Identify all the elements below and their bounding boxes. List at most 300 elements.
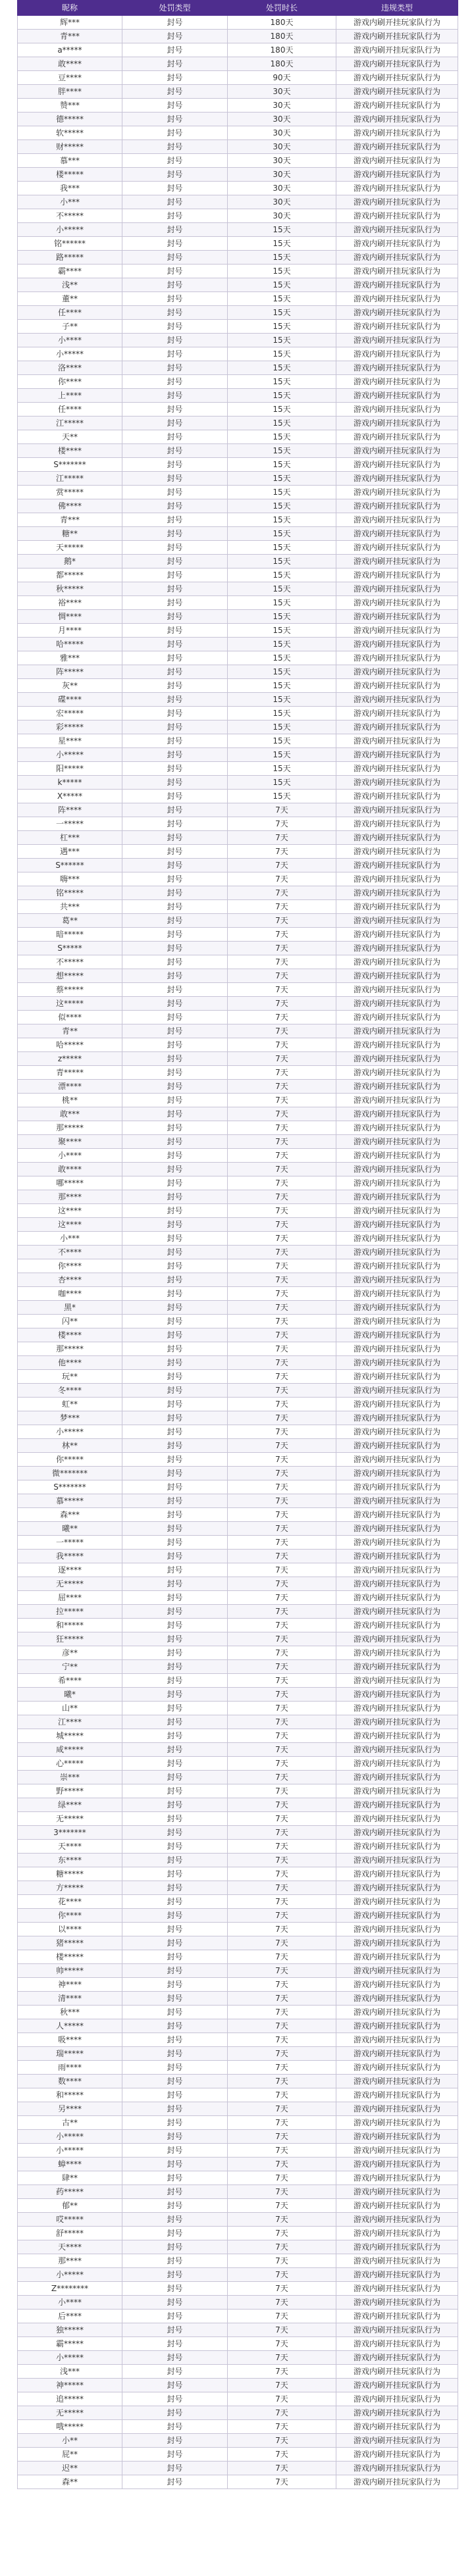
cell-punish-duration: 7天 — [228, 1425, 336, 1439]
cell-nickname: S******* — [18, 458, 122, 472]
cell-punish-type: 封号 — [122, 527, 228, 541]
cell-nickname: 哎***** — [18, 2213, 122, 2227]
cell-punish-duration: 7天 — [228, 1688, 336, 1702]
cell-punish-type: 封号 — [122, 361, 228, 375]
table-row — [18, 969, 458, 983]
cell-punish-type: 封号 — [122, 168, 228, 182]
cell-punish-duration: 15天 — [228, 734, 336, 748]
cell-punish-type: 封号 — [122, 1840, 228, 1854]
table-row — [18, 2075, 458, 2088]
table-row — [18, 748, 458, 762]
cell-violation-type: 游戏内刷开挂玩家队行为 — [336, 499, 458, 513]
cell-violation-type: 游戏内刷开挂玩家队行为 — [336, 513, 458, 527]
cell-punish-type: 封号 — [122, 803, 228, 817]
cell-violation-type: 游戏内刷开挂玩家队行为 — [336, 1895, 458, 1909]
cell-punish-duration: 7天 — [228, 1315, 336, 1328]
cell-punish-duration: 7天 — [228, 1771, 336, 1784]
cell-punish-type: 封号 — [122, 762, 228, 776]
cell-violation-type: 游戏内刷开挂玩家队行为 — [336, 2379, 458, 2392]
cell-punish-type: 封号 — [122, 1370, 228, 1384]
cell-violation-type: 游戏内刷开挂玩家队行为 — [336, 969, 458, 983]
cell-violation-type: 游戏内刷开挂玩家队行为 — [336, 486, 458, 499]
cell-nickname: 不**** — [18, 1246, 122, 1259]
cell-nickname: 宁** — [18, 1660, 122, 1674]
cell-punish-duration: 7天 — [228, 1080, 336, 1094]
cell-violation-type: 游戏内刷开挂玩家队行为 — [336, 2392, 458, 2406]
cell-punish-type: 封号 — [122, 182, 228, 195]
cell-punish-duration: 7天 — [228, 900, 336, 914]
cell-nickname: 我*** — [18, 182, 122, 195]
table-row — [18, 2379, 458, 2392]
cell-nickname: 青** — [18, 1024, 122, 1038]
table-row — [18, 1757, 458, 1771]
cell-violation-type: 游戏内刷开挂玩家队行为 — [336, 1743, 458, 1757]
table-row — [18, 914, 458, 928]
cell-violation-type: 游戏内刷开挂玩家队行为 — [336, 942, 458, 955]
cell-nickname: 冬**** — [18, 1384, 122, 1398]
cell-nickname: 楼***** — [18, 168, 122, 182]
cell-violation-type: 游戏内刷开挂玩家队行为 — [336, 2254, 458, 2268]
cell-punish-type: 封号 — [122, 389, 228, 403]
table-row — [18, 1550, 458, 1563]
cell-punish-duration: 7天 — [228, 2213, 336, 2227]
cell-violation-type: 游戏内刷开挂玩家队行为 — [336, 1425, 458, 1439]
table-row — [18, 707, 458, 720]
table-header — [18, 1, 458, 16]
table-body — [18, 16, 458, 2489]
cell-nickname: 不***** — [18, 955, 122, 969]
cell-punish-duration: 7天 — [228, 1563, 336, 1577]
cell-violation-type: 游戏内刷开挂玩家队行为 — [336, 168, 458, 182]
cell-nickname: 帅***** — [18, 1964, 122, 1978]
cell-nickname: 杠*** — [18, 831, 122, 845]
cell-violation-type: 游戏内刷开挂玩家队行为 — [336, 955, 458, 969]
cell-violation-type: 游戏内刷开挂玩家队行为 — [336, 1480, 458, 1494]
table-row — [18, 1011, 458, 1024]
cell-violation-type: 游戏内刷开挂玩家队行为 — [336, 430, 458, 444]
cell-punish-duration: 7天 — [228, 2379, 336, 2392]
cell-punish-duration: 7天 — [228, 1798, 336, 1812]
table-row — [18, 665, 458, 679]
cell-punish-duration: 7天 — [228, 1964, 336, 1978]
cell-punish-duration: 7天 — [228, 1494, 336, 1508]
cell-violation-type: 游戏内刷开挂玩家队行为 — [336, 2448, 458, 2462]
cell-punish-duration: 7天 — [228, 1909, 336, 1923]
cell-nickname: 江***** — [18, 417, 122, 430]
cell-nickname: 山** — [18, 1702, 122, 1715]
cell-punish-type: 封号 — [122, 1287, 228, 1301]
cell-punish-duration: 30天 — [228, 195, 336, 209]
cell-nickname: 哦***** — [18, 2420, 122, 2434]
table-row — [18, 2351, 458, 2365]
cell-violation-type: 游戏内刷开挂玩家队行为 — [336, 417, 458, 430]
cell-nickname: 遇*** — [18, 845, 122, 859]
table-row — [18, 1867, 458, 1881]
cell-punish-type: 封号 — [122, 1080, 228, 1094]
table-row — [18, 1107, 458, 1121]
cell-punish-duration: 15天 — [228, 748, 336, 762]
cell-punish-duration: 7天 — [228, 886, 336, 900]
cell-punish-duration: 7天 — [228, 1619, 336, 1632]
cell-punish-type: 封号 — [122, 1536, 228, 1550]
cell-nickname: 这**** — [18, 1204, 122, 1218]
cell-nickname: 心***** — [18, 1757, 122, 1771]
cell-nickname: 古** — [18, 2116, 122, 2130]
cell-punish-duration: 7天 — [228, 1674, 336, 1688]
cell-nickname: 无***** — [18, 1577, 122, 1591]
cell-punish-type: 封号 — [122, 1411, 228, 1425]
table-row — [18, 472, 458, 486]
cell-punish-type: 封号 — [122, 2116, 228, 2130]
table-row — [18, 1273, 458, 1287]
cell-punish-type: 封号 — [122, 2240, 228, 2254]
cell-punish-type: 封号 — [122, 1743, 228, 1757]
cell-punish-type: 封号 — [122, 223, 228, 237]
cell-punish-duration: 15天 — [228, 486, 336, 499]
cell-punish-type: 封号 — [122, 2337, 228, 2351]
cell-violation-type: 游戏内刷开挂玩家队行为 — [336, 555, 458, 568]
cell-punish-duration: 7天 — [228, 1246, 336, 1259]
cell-nickname: 数**** — [18, 2075, 122, 2088]
cell-punish-duration: 7天 — [228, 2448, 336, 2462]
cell-violation-type: 游戏内刷开挂玩家队行为 — [336, 472, 458, 486]
table-row — [18, 831, 458, 845]
table-row — [18, 2323, 458, 2337]
cell-punish-type: 封号 — [122, 472, 228, 486]
cell-nickname: 郁** — [18, 2199, 122, 2213]
cell-nickname: 肆** — [18, 2171, 122, 2185]
cell-punish-duration: 15天 — [228, 320, 336, 334]
cell-violation-type: 游戏内刷开挂玩家队行为 — [336, 30, 458, 43]
cell-punish-duration: 7天 — [228, 2351, 336, 2365]
cell-violation-type: 游戏内刷开挂玩家队行为 — [336, 1398, 458, 1411]
table-row — [18, 1563, 458, 1577]
cell-nickname: 霸**** — [18, 265, 122, 278]
cell-nickname: 胖**** — [18, 85, 122, 99]
cell-violation-type: 游戏内刷开挂玩家队行为 — [336, 624, 458, 638]
cell-nickname: 哈***** — [18, 1038, 122, 1052]
cell-punish-type: 封号 — [122, 1052, 228, 1066]
cell-punish-duration: 7天 — [228, 1259, 336, 1273]
cell-punish-duration: 7天 — [228, 2310, 336, 2323]
cell-violation-type: 游戏内刷开挂玩家队行为 — [336, 1411, 458, 1425]
table-row — [18, 347, 458, 361]
cell-violation-type: 游戏内刷开挂玩家队行为 — [336, 2351, 458, 2365]
cell-nickname: 小***** — [18, 2351, 122, 2365]
table-row — [18, 651, 458, 665]
cell-punish-duration: 7天 — [228, 2033, 336, 2047]
cell-punish-type: 封号 — [122, 1646, 228, 1660]
cell-nickname: k***** — [18, 776, 122, 790]
cell-nickname: 拉***** — [18, 1605, 122, 1619]
table-row — [18, 182, 458, 195]
cell-punish-duration: 30天 — [228, 140, 336, 154]
cell-punish-duration: 15天 — [228, 251, 336, 265]
cell-violation-type: 游戏内刷开挂玩家队行为 — [336, 1218, 458, 1232]
cell-nickname: 咸***** — [18, 1743, 122, 1757]
cell-violation-type: 游戏内刷开挂玩家队行为 — [336, 983, 458, 997]
cell-punish-type: 封号 — [122, 209, 228, 223]
cell-punish-type: 封号 — [122, 1121, 228, 1135]
cell-punish-type: 封号 — [122, 1674, 228, 1688]
table-row — [18, 1936, 458, 1950]
cell-violation-type: 游戏内刷开挂玩家队行为 — [336, 182, 458, 195]
cell-nickname: 猪***** — [18, 1936, 122, 1950]
table-row — [18, 2268, 458, 2282]
cell-punish-type: 封号 — [122, 1950, 228, 1964]
cell-nickname: 神**** — [18, 1978, 122, 1992]
cell-punish-duration: 7天 — [228, 1107, 336, 1121]
cell-violation-type: 游戏内刷开挂玩家队行为 — [336, 2171, 458, 2185]
cell-violation-type: 游戏内刷开挂玩家队行为 — [336, 1550, 458, 1563]
cell-punish-type: 封号 — [122, 1619, 228, 1632]
table-row — [18, 113, 458, 126]
cell-violation-type: 游戏内刷开挂玩家队行为 — [336, 1190, 458, 1204]
cell-nickname: S******* — [18, 1480, 122, 1494]
cell-violation-type: 游戏内刷开挂玩家队行为 — [336, 665, 458, 679]
cell-punish-duration: 7天 — [228, 1536, 336, 1550]
table-row — [18, 1024, 458, 1038]
cell-punish-duration: 7天 — [228, 2116, 336, 2130]
cell-nickname: 雅*** — [18, 651, 122, 665]
cell-punish-type: 封号 — [122, 513, 228, 527]
cell-punish-type: 封号 — [122, 1784, 228, 1798]
cell-punish-duration: 7天 — [228, 2075, 336, 2088]
cell-punish-duration: 15天 — [228, 790, 336, 803]
cell-nickname: 天**** — [18, 1840, 122, 1854]
cell-violation-type: 游戏内刷开挂玩家队行为 — [336, 1384, 458, 1398]
cell-punish-duration: 7天 — [228, 2406, 336, 2420]
table-row — [18, 499, 458, 513]
cell-punish-duration: 7天 — [228, 2475, 336, 2489]
cell-punish-duration: 7天 — [228, 997, 336, 1011]
cell-punish-duration: 15天 — [228, 693, 336, 707]
table-row — [18, 85, 458, 99]
cell-nickname: 神***** — [18, 2379, 122, 2392]
cell-punish-duration: 7天 — [228, 969, 336, 983]
cell-nickname: 青*** — [18, 30, 122, 43]
table-row — [18, 693, 458, 707]
cell-violation-type: 游戏内刷开挂玩家队行为 — [336, 1563, 458, 1577]
cell-violation-type: 游戏内刷开挂玩家队行为 — [336, 2310, 458, 2323]
cell-punish-type: 封号 — [122, 1259, 228, 1273]
cell-punish-duration: 7天 — [228, 1992, 336, 2006]
cell-punish-duration: 7天 — [228, 1094, 336, 1107]
cell-punish-duration: 7天 — [228, 1121, 336, 1135]
cell-punish-type: 封号 — [122, 126, 228, 140]
cell-punish-duration: 180天 — [228, 30, 336, 43]
cell-nickname: 糖** — [18, 527, 122, 541]
cell-nickname: 楼**** — [18, 1328, 122, 1342]
cell-punish-type: 封号 — [122, 1605, 228, 1619]
cell-nickname: 瑞***** — [18, 2047, 122, 2061]
cell-nickname: 逐**** — [18, 1563, 122, 1577]
cell-nickname: 闪** — [18, 1315, 122, 1328]
cell-violation-type: 游戏内刷开挂玩家队行为 — [336, 1494, 458, 1508]
table-row — [18, 2130, 458, 2144]
cell-violation-type: 游戏内刷开挂玩家队行为 — [336, 1757, 458, 1771]
cell-violation-type: 游戏内刷开挂玩家队行为 — [336, 1176, 458, 1190]
cell-violation-type: 游戏内刷开挂玩家队行为 — [336, 1867, 458, 1881]
table-row — [18, 1480, 458, 1494]
cell-nickname: 上**** — [18, 389, 122, 403]
cell-nickname: 小***** — [18, 2130, 122, 2144]
cell-punish-type: 封号 — [122, 1315, 228, 1328]
cell-violation-type: 游戏内刷开挂玩家队行为 — [336, 790, 458, 803]
cell-punish-type: 封号 — [122, 2102, 228, 2116]
table-row — [18, 43, 458, 57]
table-row — [18, 1577, 458, 1591]
cell-nickname: 小** — [18, 2434, 122, 2448]
table-row — [18, 845, 458, 859]
cell-nickname: 鹅* — [18, 555, 122, 568]
cell-nickname: 另**** — [18, 2102, 122, 2116]
table-row — [18, 1439, 458, 1453]
cell-punish-duration: 7天 — [228, 1950, 336, 1964]
table-row — [18, 237, 458, 251]
cell-violation-type: 游戏内刷开挂玩家队行为 — [336, 99, 458, 113]
cell-violation-type: 游戏内刷开挂玩家队行为 — [336, 914, 458, 928]
cell-punish-type: 封号 — [122, 99, 228, 113]
cell-punish-type: 封号 — [122, 403, 228, 417]
cell-punish-duration: 15天 — [228, 347, 336, 361]
cell-violation-type: 游戏内刷开挂玩家队行为 — [336, 817, 458, 831]
cell-nickname: 小**** — [18, 2296, 122, 2310]
cell-punish-duration: 30天 — [228, 182, 336, 195]
cell-nickname: 小***** — [18, 223, 122, 237]
cell-violation-type: 游戏内刷开挂玩家队行为 — [336, 1370, 458, 1384]
cell-nickname: 彦** — [18, 1646, 122, 1660]
cell-punish-duration: 7天 — [228, 831, 336, 845]
cell-punish-duration: 15天 — [228, 389, 336, 403]
table-row — [18, 99, 458, 113]
cell-violation-type: 游戏内刷开挂玩家队行为 — [336, 1011, 458, 1024]
cell-nickname: 那***** — [18, 1121, 122, 1135]
cell-nickname: 赏***** — [18, 486, 122, 499]
cell-violation-type: 游戏内刷开挂玩家队行为 — [336, 1467, 458, 1480]
table-row — [18, 1536, 458, 1550]
cell-violation-type: 游戏内刷开挂玩家队行为 — [336, 1688, 458, 1702]
cell-violation-type: 游戏内刷开挂玩家队行为 — [336, 278, 458, 292]
cell-punish-type: 封号 — [122, 1384, 228, 1398]
cell-violation-type: 游戏内刷开挂玩家队行为 — [336, 776, 458, 790]
cell-violation-type: 游戏内刷开挂玩家队行为 — [336, 2033, 458, 2047]
cell-punish-type: 封号 — [122, 306, 228, 320]
cell-punish-duration: 15天 — [228, 665, 336, 679]
cell-violation-type: 游戏内刷开挂玩家队行为 — [336, 2434, 458, 2448]
cell-punish-type: 封号 — [122, 624, 228, 638]
cell-punish-type: 封号 — [122, 30, 228, 43]
table-row — [18, 2282, 458, 2296]
cell-nickname: 青*** — [18, 513, 122, 527]
cell-punish-duration: 7天 — [228, 2296, 336, 2310]
cell-punish-type: 封号 — [122, 1232, 228, 1246]
cell-punish-duration: 180天 — [228, 57, 336, 71]
cell-punish-type: 封号 — [122, 1356, 228, 1370]
table-row — [18, 817, 458, 831]
cell-nickname: 财***** — [18, 140, 122, 154]
cell-punish-duration: 15天 — [228, 430, 336, 444]
cell-violation-type: 游戏内刷开挂玩家队行为 — [336, 140, 458, 154]
table-row — [18, 1398, 458, 1411]
cell-punish-duration: 7天 — [228, 1840, 336, 1854]
cell-violation-type: 游戏内刷开挂玩家队行为 — [336, 1522, 458, 1536]
table-row — [18, 1826, 458, 1840]
cell-violation-type: 游戏内刷开挂玩家队行为 — [336, 582, 458, 596]
cell-punish-type: 封号 — [122, 776, 228, 790]
table-row — [18, 720, 458, 734]
table-row — [18, 2296, 458, 2310]
cell-violation-type: 游戏内刷开挂玩家队行为 — [336, 1080, 458, 1094]
cell-punish-type: 封号 — [122, 541, 228, 555]
cell-nickname: 以**** — [18, 1923, 122, 1936]
cell-violation-type: 游戏内刷开挂玩家队行为 — [336, 1771, 458, 1784]
cell-nickname: 梦*** — [18, 1411, 122, 1425]
cell-nickname: 慕***** — [18, 1494, 122, 1508]
cell-violation-type: 游戏内刷开挂玩家队行为 — [336, 734, 458, 748]
cell-punish-type: 封号 — [122, 1149, 228, 1163]
cell-punish-duration: 7天 — [228, 1854, 336, 1867]
cell-nickname: X***** — [18, 790, 122, 803]
cell-nickname: 豆**** — [18, 71, 122, 85]
cell-punish-duration: 7天 — [228, 1895, 336, 1909]
cell-punish-type: 封号 — [122, 1439, 228, 1453]
cell-nickname: 黑* — [18, 1301, 122, 1315]
cell-nickname: 希**** — [18, 1674, 122, 1688]
cell-punish-type: 封号 — [122, 720, 228, 734]
cell-punish-type: 封号 — [122, 2475, 228, 2489]
cell-punish-type: 封号 — [122, 195, 228, 209]
cell-punish-type: 封号 — [122, 1425, 228, 1439]
cell-punish-duration: 15天 — [228, 375, 336, 389]
table-row — [18, 1881, 458, 1895]
cell-punish-duration: 7天 — [228, 1411, 336, 1425]
cell-punish-duration: 7天 — [228, 2323, 336, 2337]
table-row — [18, 1384, 458, 1398]
cell-nickname: 似**** — [18, 1011, 122, 1024]
cell-violation-type: 游戏内刷开挂玩家队行为 — [336, 195, 458, 209]
cell-punish-duration: 7天 — [228, 2462, 336, 2475]
cell-violation-type: 游戏内刷开挂玩家队行为 — [336, 1287, 458, 1301]
cell-punish-type: 封号 — [122, 1453, 228, 1467]
table-row — [18, 900, 458, 914]
cell-nickname: 这***** — [18, 997, 122, 1011]
table-row — [18, 154, 458, 168]
table-row — [18, 1660, 458, 1674]
table-row — [18, 195, 458, 209]
cell-violation-type: 游戏内刷开挂玩家队行为 — [336, 1923, 458, 1936]
cell-punish-type: 封号 — [122, 955, 228, 969]
table-row — [18, 1619, 458, 1632]
cell-nickname: 都***** — [18, 568, 122, 582]
cell-violation-type: 游戏内刷开挂玩家队行为 — [336, 568, 458, 582]
table-row — [18, 2365, 458, 2379]
cell-punish-type: 封号 — [122, 2213, 228, 2227]
cell-nickname: 敢**** — [18, 1163, 122, 1176]
cell-punish-duration: 7天 — [228, 1936, 336, 1950]
cell-violation-type: 游戏内刷开挂玩家队行为 — [336, 1992, 458, 2006]
cell-punish-type: 封号 — [122, 1107, 228, 1121]
cell-punish-type: 封号 — [122, 582, 228, 596]
cell-nickname: 小***** — [18, 2144, 122, 2158]
cell-punish-type: 封号 — [122, 2130, 228, 2144]
cell-punish-duration: 7天 — [228, 1038, 336, 1052]
cell-punish-duration: 7天 — [228, 1287, 336, 1301]
table-row — [18, 361, 458, 375]
cell-punish-type: 封号 — [122, 1591, 228, 1605]
cell-punish-type: 封号 — [122, 1632, 228, 1646]
cell-nickname: 追***** — [18, 2392, 122, 2406]
